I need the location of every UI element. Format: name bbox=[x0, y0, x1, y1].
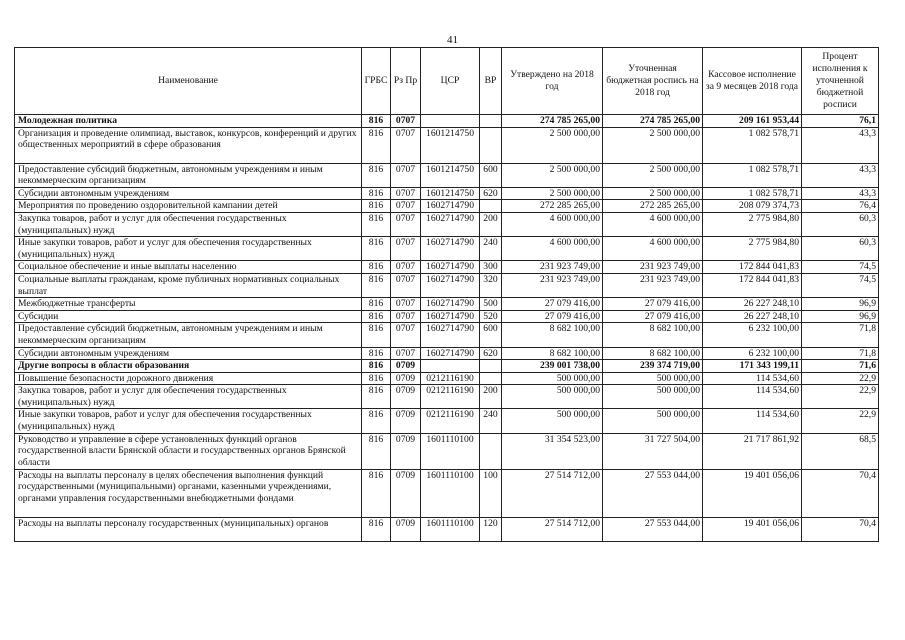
cell-cash: 172 844 041,83 bbox=[703, 261, 802, 274]
cell-vr: 600 bbox=[480, 323, 502, 347]
cell-vr bbox=[480, 360, 502, 373]
header-grbs: ГРБС bbox=[362, 48, 391, 115]
cell-grbs: 816 bbox=[362, 200, 391, 213]
cell-rzpr: 0707 bbox=[391, 187, 421, 200]
table-row bbox=[15, 187, 879, 200]
cell-percent: 68,5 bbox=[802, 433, 879, 469]
cell-percent: 60,3 bbox=[802, 212, 879, 236]
cell-refined: 231 923 749,00 bbox=[603, 273, 703, 297]
cell-cash: 6 232 100,00 bbox=[703, 323, 802, 347]
cell-grbs: 816 bbox=[362, 127, 391, 163]
cell-name: Расходы на выплаты персоналу в целях обеспечения выполнения функций государственными (муниципальными) органами, казенными учреждениями, органами управления государственными внебюджетными фондами bbox=[15, 469, 362, 517]
cell-refined: 8 682 100,00 bbox=[603, 347, 703, 360]
cell-approved: 272 285 265,00 bbox=[502, 200, 603, 213]
cell-approved: 239 001 738,00 bbox=[502, 360, 603, 373]
cell-refined: 2 500 000,00 bbox=[603, 187, 703, 200]
cell-cash: 26 227 248,10 bbox=[703, 310, 802, 323]
cell-percent: 43,3 bbox=[802, 187, 879, 200]
cell-grbs: 816 bbox=[362, 187, 391, 200]
cell-approved: 27 079 416,00 bbox=[502, 298, 603, 311]
cell-percent: 70,4 bbox=[802, 469, 879, 517]
cell-grbs: 816 bbox=[362, 273, 391, 297]
cell-vr: 320 bbox=[480, 273, 502, 297]
cell-grbs: 816 bbox=[362, 385, 391, 409]
cell-csr bbox=[421, 360, 480, 373]
cell-rzpr: 0707 bbox=[391, 115, 421, 128]
cell-percent: 96,9 bbox=[802, 310, 879, 323]
cell-csr: 1602714790 bbox=[421, 273, 480, 297]
cell-refined: 272 285 265,00 bbox=[603, 200, 703, 213]
table-row bbox=[15, 273, 879, 297]
cell-approved: 27 079 416,00 bbox=[502, 310, 603, 323]
cell-csr: 1602714790 bbox=[421, 323, 480, 347]
cell-rzpr: 0709 bbox=[391, 385, 421, 409]
page-number: 41 bbox=[447, 34, 458, 46]
cell-csr: 1602714790 bbox=[421, 347, 480, 360]
cell-vr: 200 bbox=[480, 385, 502, 409]
cell-vr bbox=[480, 115, 502, 128]
cell-name: Молодежная политика bbox=[15, 115, 362, 128]
cell-approved: 231 923 749,00 bbox=[502, 273, 603, 297]
table-row bbox=[15, 163, 879, 187]
cell-name: Субсидии автономным учреждениям bbox=[15, 347, 362, 360]
header-vr: ВР bbox=[480, 48, 502, 115]
cell-approved: 274 785 265,00 bbox=[502, 115, 603, 128]
cell-name: Закупка товаров, работ и услуг для обеспечения государственных (муниципальных) нужд bbox=[15, 385, 362, 409]
cell-cash: 114 534,60 bbox=[703, 385, 802, 409]
table-body bbox=[15, 115, 879, 542]
table-row bbox=[15, 385, 879, 409]
cell-rzpr: 0709 bbox=[391, 433, 421, 469]
cell-percent: 22,9 bbox=[802, 409, 879, 433]
cell-cash: 19 401 056,06 bbox=[703, 517, 802, 541]
header-csr: ЦСР bbox=[421, 48, 480, 115]
cell-refined: 239 374 719,00 bbox=[603, 360, 703, 373]
table-row bbox=[15, 347, 879, 360]
cell-csr: 0212116190 bbox=[421, 372, 480, 385]
cell-rzpr: 0707 bbox=[391, 200, 421, 213]
cell-name: Другие вопросы в области образования bbox=[15, 360, 362, 373]
cell-vr: 200 bbox=[480, 212, 502, 236]
cell-refined: 4 600 000,00 bbox=[603, 212, 703, 236]
cell-rzpr: 0707 bbox=[391, 261, 421, 274]
cell-percent: 71,6 bbox=[802, 360, 879, 373]
cell-grbs: 816 bbox=[362, 115, 391, 128]
cell-cash: 114 534,60 bbox=[703, 409, 802, 433]
cell-approved: 27 514 712,00 bbox=[502, 517, 603, 541]
cell-approved: 4 600 000,00 bbox=[502, 212, 603, 236]
cell-grbs: 816 bbox=[362, 163, 391, 187]
cell-vr: 240 bbox=[480, 237, 502, 261]
cell-approved: 500 000,00 bbox=[502, 409, 603, 433]
cell-name: Субсидии автономным учреждениям bbox=[15, 187, 362, 200]
cell-rzpr: 0707 bbox=[391, 237, 421, 261]
cell-refined: 8 682 100,00 bbox=[603, 323, 703, 347]
cell-refined: 500 000,00 bbox=[603, 372, 703, 385]
cell-rzpr: 0707 bbox=[391, 347, 421, 360]
cell-vr: 520 bbox=[480, 310, 502, 323]
cell-csr: 1602714790 bbox=[421, 200, 480, 213]
cell-cash: 1 082 578,71 bbox=[703, 127, 802, 163]
cell-vr: 240 bbox=[480, 409, 502, 433]
cell-refined: 274 785 265,00 bbox=[603, 115, 703, 128]
cell-percent: 43,3 bbox=[802, 127, 879, 163]
cell-cash: 208 079 374,73 bbox=[703, 200, 802, 213]
cell-vr: 300 bbox=[480, 261, 502, 274]
cell-rzpr: 0707 bbox=[391, 212, 421, 236]
cell-cash: 2 775 984,80 bbox=[703, 237, 802, 261]
cell-approved: 27 514 712,00 bbox=[502, 469, 603, 517]
cell-cash: 26 227 248,10 bbox=[703, 298, 802, 311]
cell-name: Социальные выплаты гражданам, кроме публичных нормативных социальных выплат bbox=[15, 273, 362, 297]
cell-csr: 1601214750 bbox=[421, 187, 480, 200]
cell-rzpr: 0707 bbox=[391, 323, 421, 347]
table-row bbox=[15, 310, 879, 323]
cell-vr bbox=[480, 433, 502, 469]
cell-percent: 74,5 bbox=[802, 273, 879, 297]
cell-name: Организация и проведение олимпиад, выставок, конкурсов, конференций и других общественных мероприятий в сфере образования bbox=[15, 127, 362, 163]
table-row bbox=[15, 237, 879, 261]
cell-cash: 2 775 984,80 bbox=[703, 212, 802, 236]
cell-csr: 1602714790 bbox=[421, 310, 480, 323]
cell-vr bbox=[480, 372, 502, 385]
cell-csr: 0212116190 bbox=[421, 385, 480, 409]
cell-name: Предоставление субсидий бюджетным, автономным учреждениям и иным некоммерческим организациям bbox=[15, 323, 362, 347]
cell-grbs: 816 bbox=[362, 298, 391, 311]
cell-name: Межбюджетные трансферты bbox=[15, 298, 362, 311]
cell-grbs: 816 bbox=[362, 237, 391, 261]
cell-name: Расходы на выплаты персоналу государственных (муниципальных) органов bbox=[15, 517, 362, 541]
cell-refined: 27 553 044,00 bbox=[603, 517, 703, 541]
table-row bbox=[15, 200, 879, 213]
cell-name: Закупка товаров, работ и услуг для обеспечения государственных (муниципальных) нужд bbox=[15, 212, 362, 236]
table-row bbox=[15, 433, 879, 469]
cell-percent: 22,9 bbox=[802, 372, 879, 385]
cell-refined: 27 553 044,00 bbox=[603, 469, 703, 517]
header-cash: Кассовое исполнение за 9 месяцев 2018 года bbox=[703, 48, 802, 115]
cell-grbs: 816 bbox=[362, 360, 391, 373]
cell-name: Руководство и управление в сфере установленных функций органов государственной власти Брянской области и государственных органов Брянской области bbox=[15, 433, 362, 469]
cell-approved: 4 600 000,00 bbox=[502, 237, 603, 261]
cell-refined: 2 500 000,00 bbox=[603, 163, 703, 187]
cell-csr: 1601110100 bbox=[421, 469, 480, 517]
cell-vr: 600 bbox=[480, 163, 502, 187]
cell-rzpr: 0709 bbox=[391, 409, 421, 433]
cell-csr: 1601214750 bbox=[421, 163, 480, 187]
cell-percent: 76,1 bbox=[802, 115, 879, 128]
table-header bbox=[15, 48, 879, 115]
table-row bbox=[15, 469, 879, 517]
cell-percent: 43,3 bbox=[802, 163, 879, 187]
cell-refined: 27 079 416,00 bbox=[603, 310, 703, 323]
cell-csr: 1602714790 bbox=[421, 237, 480, 261]
cell-vr bbox=[480, 127, 502, 163]
cell-approved: 231 923 749,00 bbox=[502, 261, 603, 274]
table-row bbox=[15, 409, 879, 433]
cell-cash: 1 082 578,71 bbox=[703, 187, 802, 200]
header-approved: Утверждено на 2018 год bbox=[502, 48, 603, 115]
header-percent: Процент исполнения к уточненной бюджетной росписи bbox=[802, 48, 879, 115]
table-row bbox=[15, 261, 879, 274]
cell-cash: 6 232 100,00 bbox=[703, 347, 802, 360]
cell-rzpr: 0707 bbox=[391, 163, 421, 187]
cell-cash: 171 343 199,11 bbox=[703, 360, 802, 373]
table-row bbox=[15, 115, 879, 128]
cell-refined: 31 727 504,00 bbox=[603, 433, 703, 469]
cell-grbs: 816 bbox=[362, 212, 391, 236]
cell-csr: 1601110100 bbox=[421, 433, 480, 469]
cell-grbs: 816 bbox=[362, 469, 391, 517]
cell-name: Субсидии bbox=[15, 310, 362, 323]
cell-grbs: 816 bbox=[362, 433, 391, 469]
cell-csr: 1601214750 bbox=[421, 127, 480, 163]
cell-refined: 27 079 416,00 bbox=[603, 298, 703, 311]
cell-name: Социальное обеспечение и иные выплаты населению bbox=[15, 261, 362, 274]
cell-csr bbox=[421, 115, 480, 128]
cell-cash: 114 534,60 bbox=[703, 372, 802, 385]
cell-rzpr: 0709 bbox=[391, 360, 421, 373]
cell-rzpr: 0707 bbox=[391, 310, 421, 323]
cell-percent: 74,5 bbox=[802, 261, 879, 274]
cell-approved: 2 500 000,00 bbox=[502, 187, 603, 200]
header-refined: Уточненная бюджетная роспись на 2018 год bbox=[603, 48, 703, 115]
cell-rzpr: 0709 bbox=[391, 372, 421, 385]
cell-vr: 620 bbox=[480, 347, 502, 360]
cell-approved: 8 682 100,00 bbox=[502, 347, 603, 360]
table-row bbox=[15, 517, 879, 541]
cell-vr: 120 bbox=[480, 517, 502, 541]
cell-csr: 1602714790 bbox=[421, 298, 480, 311]
cell-grbs: 816 bbox=[362, 372, 391, 385]
cell-cash: 21 717 861,92 bbox=[703, 433, 802, 469]
cell-approved: 500 000,00 bbox=[502, 372, 603, 385]
cell-rzpr: 0707 bbox=[391, 298, 421, 311]
cell-name: Предоставление субсидий бюджетным, автономным учреждениям и иным некоммерческим организациям bbox=[15, 163, 362, 187]
cell-percent: 22,9 bbox=[802, 385, 879, 409]
table-row bbox=[15, 372, 879, 385]
header-rzpr: Рз Пр bbox=[391, 48, 421, 115]
cell-percent: 70,4 bbox=[802, 517, 879, 541]
cell-refined: 4 600 000,00 bbox=[603, 237, 703, 261]
cell-vr: 500 bbox=[480, 298, 502, 311]
cell-cash: 1 082 578,71 bbox=[703, 163, 802, 187]
cell-name: Повышение безопасности дорожного движения bbox=[15, 372, 362, 385]
cell-csr: 1602714790 bbox=[421, 212, 480, 236]
header-name: Наименование bbox=[15, 48, 362, 115]
cell-csr: 1602714790 bbox=[421, 261, 480, 274]
cell-refined: 500 000,00 bbox=[603, 409, 703, 433]
cell-name: Иные закупки товаров, работ и услуг для обеспечения государственных (муниципальных) нужд bbox=[15, 409, 362, 433]
cell-csr: 0212116190 bbox=[421, 409, 480, 433]
cell-percent: 71,8 bbox=[802, 347, 879, 360]
cell-csr: 1601110100 bbox=[421, 517, 480, 541]
budget-table bbox=[14, 47, 879, 542]
cell-approved: 500 000,00 bbox=[502, 385, 603, 409]
cell-rzpr: 0709 bbox=[391, 517, 421, 541]
cell-percent: 60,3 bbox=[802, 237, 879, 261]
table-row bbox=[15, 298, 879, 311]
cell-percent: 76,4 bbox=[802, 200, 879, 213]
cell-refined: 500 000,00 bbox=[603, 385, 703, 409]
cell-name: Иные закупки товаров, работ и услуг для обеспечения государственных (муниципальных) нужд bbox=[15, 237, 362, 261]
cell-grbs: 816 bbox=[362, 310, 391, 323]
cell-rzpr: 0709 bbox=[391, 469, 421, 517]
cell-grbs: 816 bbox=[362, 323, 391, 347]
table-row bbox=[15, 127, 879, 163]
cell-vr: 100 bbox=[480, 469, 502, 517]
cell-percent: 71,8 bbox=[802, 323, 879, 347]
cell-vr bbox=[480, 200, 502, 213]
cell-approved: 2 500 000,00 bbox=[502, 127, 603, 163]
cell-approved: 31 354 523,00 bbox=[502, 433, 603, 469]
cell-grbs: 816 bbox=[362, 347, 391, 360]
cell-percent: 96,9 bbox=[802, 298, 879, 311]
cell-refined: 2 500 000,00 bbox=[603, 127, 703, 163]
cell-grbs: 816 bbox=[362, 409, 391, 433]
cell-rzpr: 0707 bbox=[391, 127, 421, 163]
table-row bbox=[15, 360, 879, 373]
cell-grbs: 816 bbox=[362, 261, 391, 274]
cell-cash: 209 161 953,44 bbox=[703, 115, 802, 128]
cell-vr: 620 bbox=[480, 187, 502, 200]
cell-cash: 19 401 056,06 bbox=[703, 469, 802, 517]
cell-cash: 172 844 041,83 bbox=[703, 273, 802, 297]
cell-approved: 2 500 000,00 bbox=[502, 163, 603, 187]
cell-grbs: 816 bbox=[362, 517, 391, 541]
cell-name: Мероприятия по проведению оздоровительной кампании детей bbox=[15, 200, 362, 213]
table-row bbox=[15, 212, 879, 236]
cell-rzpr: 0707 bbox=[391, 273, 421, 297]
table-row bbox=[15, 323, 879, 347]
cell-refined: 231 923 749,00 bbox=[603, 261, 703, 274]
cell-approved: 8 682 100,00 bbox=[502, 323, 603, 347]
